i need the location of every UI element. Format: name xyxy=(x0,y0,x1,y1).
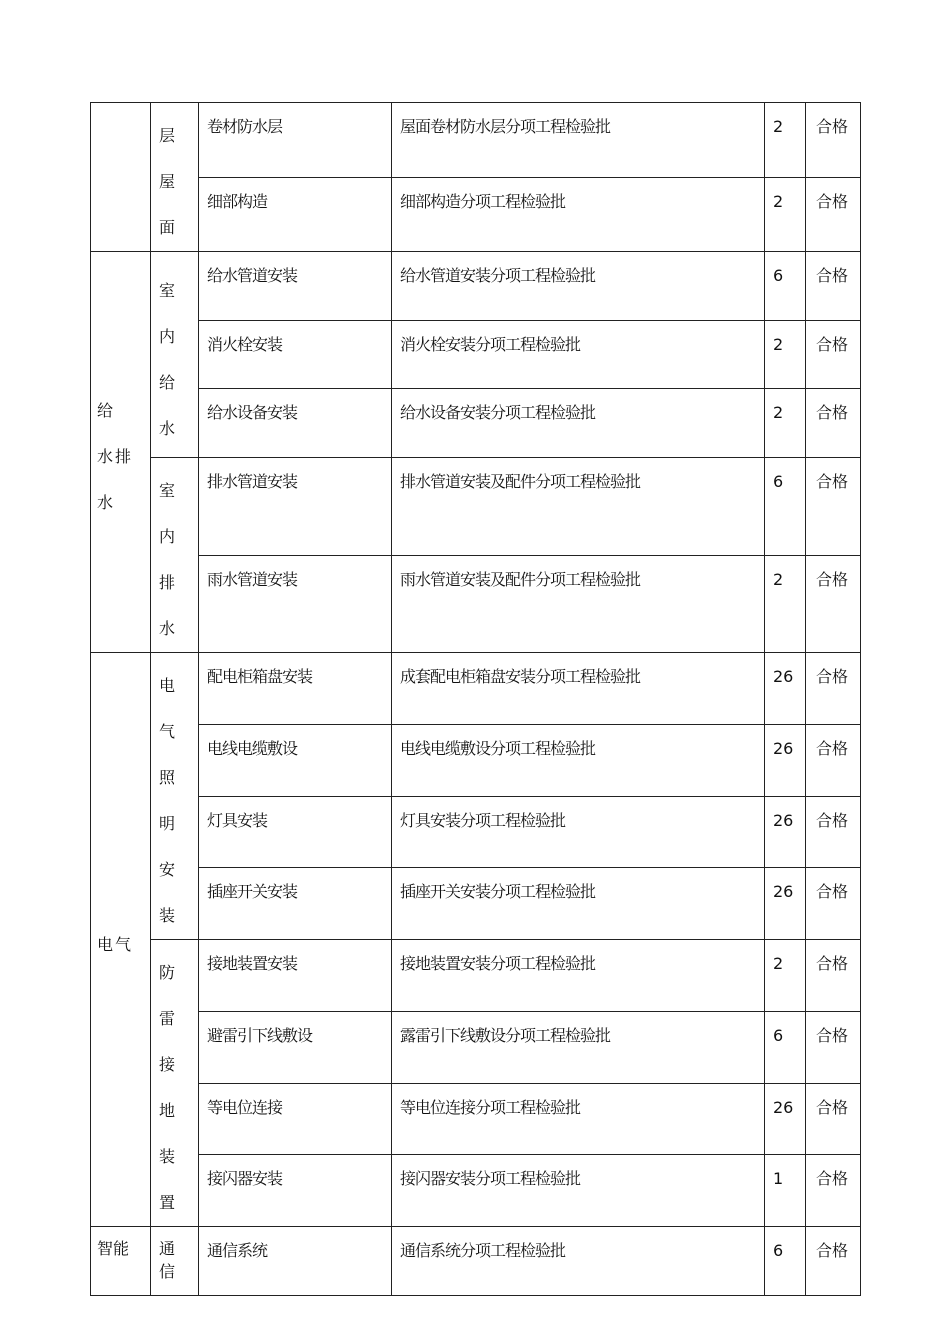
count-cell: 26 xyxy=(765,796,806,868)
count-cell: 1 xyxy=(765,1155,806,1227)
acceptance-table xyxy=(90,102,861,1296)
subdivision-cell: 防雷接地装置 xyxy=(151,940,199,1227)
count-cell: 26 xyxy=(765,724,806,796)
result-cell: 合格 xyxy=(806,724,861,796)
batch-cell: 排水管道安装及配件分项工程检验批 xyxy=(392,458,765,556)
item-cell: 细部构造 xyxy=(199,177,392,252)
result-cell: 合格 xyxy=(806,103,861,178)
count-cell: 2 xyxy=(765,555,806,653)
table-row xyxy=(91,868,861,940)
item-cell: 排水管道安装 xyxy=(199,458,392,556)
subdivision-cell: 室内排水 xyxy=(151,458,199,653)
table-row xyxy=(91,320,861,389)
result-cell: 合格 xyxy=(806,653,861,725)
item-cell: 电线电缆敷设 xyxy=(199,724,392,796)
subdivision-cell: 层屋面 xyxy=(151,103,199,252)
batch-cell: 给水管道安装分项工程检验批 xyxy=(392,252,765,321)
result-cell: 合格 xyxy=(806,868,861,940)
result-cell: 合格 xyxy=(806,252,861,321)
batch-cell: 露雷引下线敷设分项工程检验批 xyxy=(392,1011,765,1083)
subdivision-cell: 电气照明安装 xyxy=(151,653,199,940)
table-row xyxy=(91,796,861,868)
division-cell: 电气 xyxy=(91,653,151,1227)
batch-cell: 消火栓安装分项工程检验批 xyxy=(392,320,765,389)
count-cell: 2 xyxy=(765,177,806,252)
result-cell: 合格 xyxy=(806,940,861,1012)
batch-cell: 通信系统分项工程检验批 xyxy=(392,1227,765,1296)
count-cell: 2 xyxy=(765,940,806,1012)
result-cell: 合格 xyxy=(806,320,861,389)
batch-cell: 雨水管道安装及配件分项工程检验批 xyxy=(392,555,765,653)
table-row xyxy=(91,940,861,1012)
count-cell: 2 xyxy=(765,103,806,178)
batch-cell: 接闪器安装分项工程检验批 xyxy=(392,1155,765,1227)
count-cell: 6 xyxy=(765,1011,806,1083)
item-cell: 灯具安装 xyxy=(199,796,392,868)
item-cell: 给水设备安装 xyxy=(199,389,392,458)
batch-cell: 插座开关安装分项工程检验批 xyxy=(392,868,765,940)
result-cell: 合格 xyxy=(806,1155,861,1227)
subdivision-cell: 室内给水 xyxy=(151,252,199,458)
result-cell: 合格 xyxy=(806,555,861,653)
division-cell: 智能 xyxy=(91,1227,151,1296)
count-cell: 6 xyxy=(765,252,806,321)
result-cell: 合格 xyxy=(806,1011,861,1083)
item-cell: 卷材防水层 xyxy=(199,103,392,178)
item-cell: 插座开关安装 xyxy=(199,868,392,940)
count-cell: 26 xyxy=(765,1083,806,1155)
table-row xyxy=(91,724,861,796)
result-cell: 合格 xyxy=(806,1083,861,1155)
table-row xyxy=(91,653,861,725)
result-cell: 合格 xyxy=(806,389,861,458)
item-cell: 等电位连接 xyxy=(199,1083,392,1155)
count-cell: 26 xyxy=(765,868,806,940)
batch-cell: 屋面卷材防水层分项工程检验批 xyxy=(392,103,765,178)
table-row xyxy=(91,177,861,252)
batch-cell: 接地装置安装分项工程检验批 xyxy=(392,940,765,1012)
item-cell: 给水管道安装 xyxy=(199,252,392,321)
table-row xyxy=(91,1083,861,1155)
count-cell: 26 xyxy=(765,653,806,725)
subdivision-cell: 通信 xyxy=(151,1227,199,1296)
division-cell: 给 水排水 xyxy=(91,252,151,653)
item-cell: 配电柜箱盘安装 xyxy=(199,653,392,725)
result-cell: 合格 xyxy=(806,458,861,556)
table-row xyxy=(91,389,861,458)
count-cell: 6 xyxy=(765,1227,806,1296)
result-cell: 合格 xyxy=(806,1227,861,1296)
item-cell: 避雷引下线敷设 xyxy=(199,1011,392,1083)
table-row xyxy=(91,252,861,321)
batch-cell: 细部构造分项工程检验批 xyxy=(392,177,765,252)
item-cell: 接闪器安装 xyxy=(199,1155,392,1227)
item-cell: 消火栓安装 xyxy=(199,320,392,389)
table-row xyxy=(91,555,861,653)
batch-cell: 等电位连接分项工程检验批 xyxy=(392,1083,765,1155)
result-cell: 合格 xyxy=(806,796,861,868)
table-row xyxy=(91,1011,861,1083)
count-cell: 6 xyxy=(765,458,806,556)
table-row xyxy=(91,458,861,556)
item-cell: 接地装置安装 xyxy=(199,940,392,1012)
batch-cell: 灯具安装分项工程检验批 xyxy=(392,796,765,868)
count-cell: 2 xyxy=(765,389,806,458)
item-cell: 雨水管道安装 xyxy=(199,555,392,653)
table-row xyxy=(91,103,861,178)
batch-cell: 给水设备安装分项工程检验批 xyxy=(392,389,765,458)
table-row xyxy=(91,1155,861,1227)
item-cell: 通信系统 xyxy=(199,1227,392,1296)
table-row xyxy=(91,1227,861,1296)
division-cell xyxy=(91,103,151,252)
batch-cell: 电线电缆敷设分项工程检验批 xyxy=(392,724,765,796)
batch-cell: 成套配电柜箱盘安装分项工程检验批 xyxy=(392,653,765,725)
result-cell: 合格 xyxy=(806,177,861,252)
count-cell: 2 xyxy=(765,320,806,389)
